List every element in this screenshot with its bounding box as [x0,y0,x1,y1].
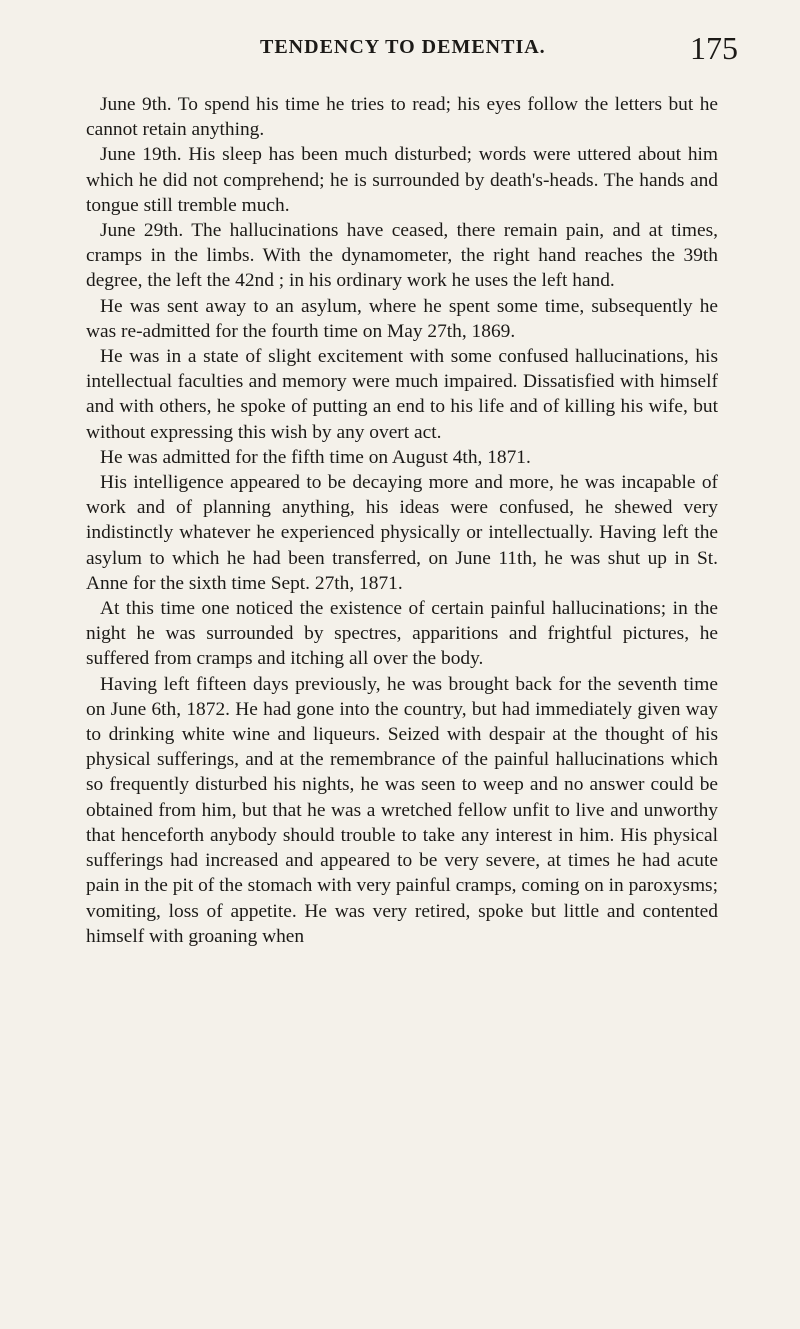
page-number: 175 [690,30,738,66]
paragraph-intelligence-decaying: His intelligence appeared to be decaying more and more, he was incapable of work and of planning anything, his ideas were confused, he shewed very indistinctly whatever he experienced physically or intellectually. Having left the asylum to which he had been transferred, on June 11th, he was shut up in St. Anne for the sixth time Sept. 27th, 1871. [86,472,718,594]
paragraph-june-19: June 19th. His sleep has been much disturbed; words were uttered about him which he did not comprehend; he is surrounded by death's-heads. The hands and tongue still tremble much. [86,144,718,216]
running-title: TENDENCY TO DEMENTIA. [260,36,546,58]
paragraph-painful-hallucinations: At this time one noticed the existence of certain painful hallucinations; in the night he was surrounded by spectres, apparitions and frightful pictures, he suffered from cramps and itching all over the body. [86,598,718,670]
paragraph-asylum-fourth-admission: He was sent away to an asylum, where he spent some time, subsequently he was re-admitted for the fourth time on May 27th, 1869. [86,295,718,342]
paragraph-fifth-admission: He was admitted for the fifth time on August 4th, 1871. [100,446,531,468]
running-head [60,30,740,70]
body-text [86,92,718,949]
paragraph-seventh-admission: Having left fifteen days previously, he was brought back for the seventh time on June 6th, 1872. He had gone into the country, but had immediately given way to drinking white wine and liqueurs. Seized with despair at the thought of his physical sufferings, and at the remembrance of the painful hallucinations which so frequently disturbed his nights, he was seen to weep and no answer could be obtained from him, but that he was a wretched fellow unfit to live and unworthy that henceforth anybody should trouble to take any interest in him. His physical sufferings had increased and appeared to be very severe, at times he had acute pain in the pit of the stomach with very painful cramps, coming on in paroxysms; vomiting, loss of appetite. He was very retired, spoke but little and contented himself with groaning when [86,673,718,947]
paragraph-june-9: June 9th. To spend his time he tries to read; his eyes follow the letters but he cannot retain anything. [86,94,718,141]
paragraph-june-29: June 29th. The hallucinations have ceased, there remain pain, and at times, cramps in the limbs. With the dynamometer, the right hand reaches the 39th degree, the left the 42nd ; in his ordinary work he uses the left hand. [86,220,718,292]
paragraph-slight-excitement: He was in a state of slight excitement with some confused hallucinations, his intellectual faculties and memory were much impaired. Dissatisfied with himself and with others, he spoke of putting an end to his life and of killing his wife, but without expressing this wish by any overt act. [86,346,718,443]
